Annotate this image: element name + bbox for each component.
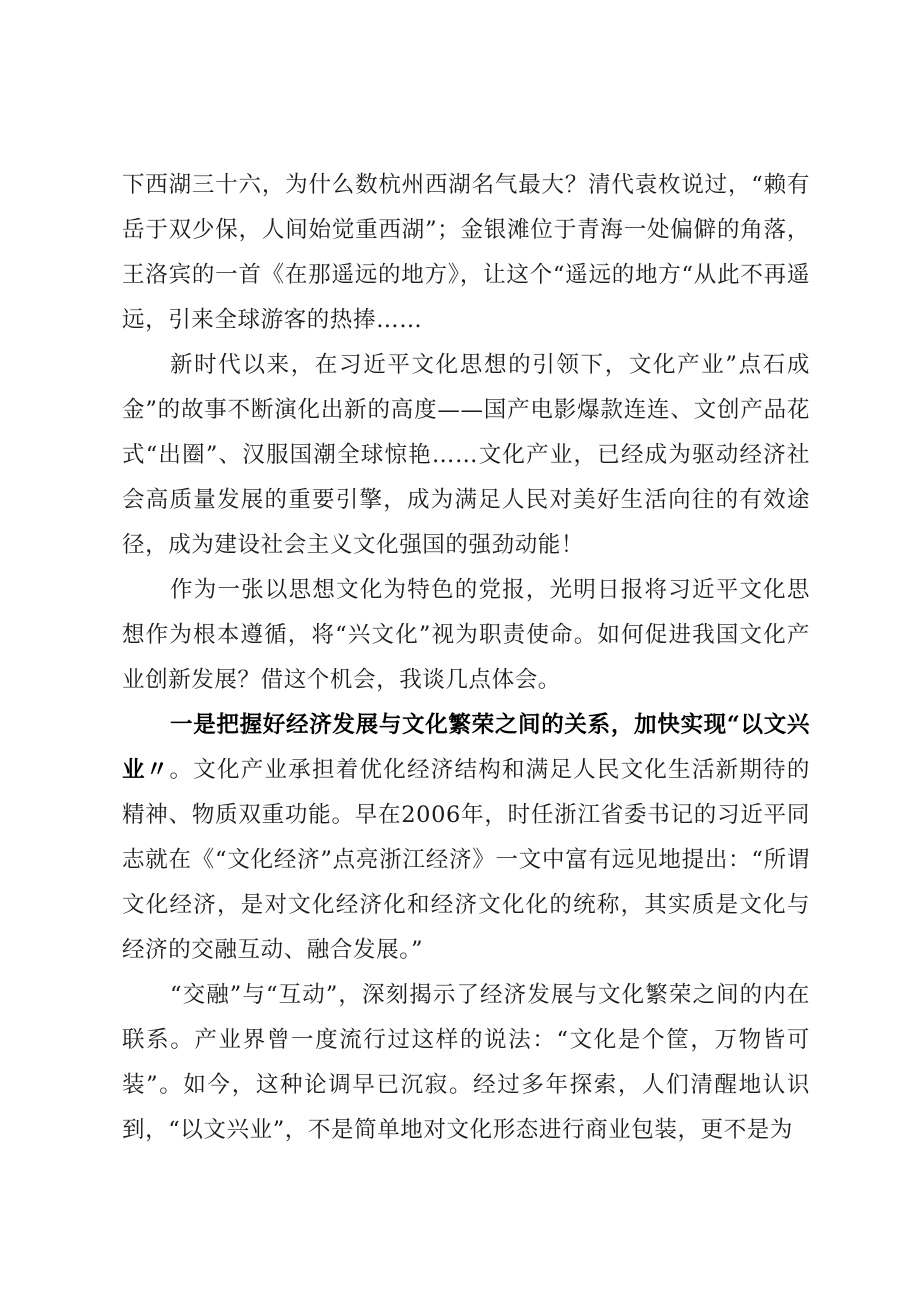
paragraph-5: “交融”与“互动”，深刻揭示了经济发展与文化繁荣之间的内在联系。产业界曾一度流行过这样的说法：“文化是个筐，万物皆可装”。如今，这种论调早已沉寂。经过多年探索，人们清醒地认识到，“以文兴业”，不是简单地对文化形态进行商业包装，更不是为 bbox=[122, 982, 810, 1143]
paragraph-4 bbox=[122, 703, 810, 973]
section-heading-1: 一是把握好经济发展与文化繁荣之间的关系，加快实现“以文兴业〃 bbox=[122, 712, 810, 783]
document-body bbox=[122, 163, 810, 1153]
paragraph-4-body: 。文化产业承担着优化经济结构和满足人民文化生活新期待的精神、物质双重功能。早在2006年，时任浙江省委书记的习近平同志就在《“文化经济”点亮浙江经济》一文中富有远见地提出：“所谓文化经济，是对文化经济化和经济文化化的统称，其实质是文化与经济的交融互动、融合发展。” bbox=[122, 757, 811, 963]
paragraph-2: 新时代以来，在习近平文化思想的引领下，文化产业”点石成金”的故事不断演化出新的高度——国产电影爆款连连、文创产品花式“出圈”、汉服国潮全球惊艳……文化产业，已经成为驱动经济社会高质量发展的重要引擎，成为满足人民对美好生活向往的有效途径，成为建设社会主义文化强国的强劲动能！ bbox=[122, 352, 810, 558]
paragraph-3: 作为一张以思想文化为特色的党报，光明日报将习近平文化思想作为根本遵循，将“兴文化”视为职责使命。如何促进我国文化产业创新发展？借这个机会，我谈几点体会。 bbox=[122, 577, 810, 693]
paragraph-1: 下西湖三十六，为什么数杭州西湖名气最大？清代袁枚说过，“赖有岳于双少保，人间始觉重西湖”；金银滩位于青海一处偏僻的角落，王洛宾的一首《在那遥远的地方》，让这个“遥远的地方“从此不再遥远，引来全球游客的热捧…… bbox=[122, 172, 810, 333]
